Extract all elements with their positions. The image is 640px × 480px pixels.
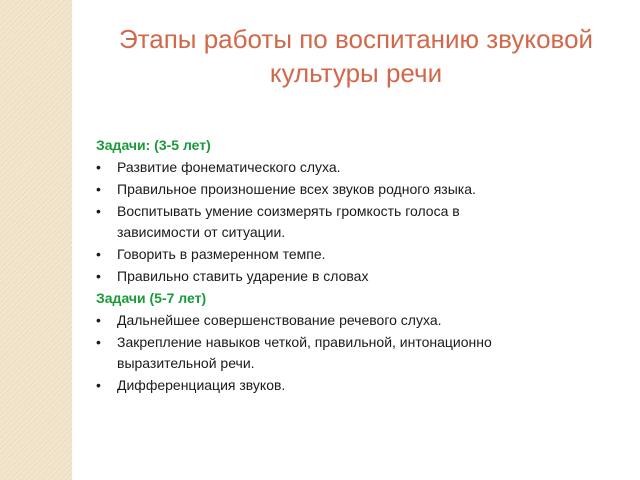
task-list-5-7: [96, 310, 526, 396]
list-item-text: Развитие фонематического слуха.: [117, 159, 341, 175]
list-item-text: Правильно ставить ударение в словах: [117, 268, 369, 284]
bullet-icon: •: [96, 159, 101, 175]
slide-title-line-1: Этапы работы по воспитанию звуковой: [118, 24, 594, 54]
list-item: [96, 266, 526, 287]
slide-content: [96, 135, 526, 397]
decorative-side-band: [0, 0, 72, 480]
slide-title-line-2: культуры речи: [269, 58, 443, 88]
bullet-icon: •: [96, 268, 101, 284]
list-item-text: Закрепление навыков четкой, правильной, интонационно выразительной речи.: [117, 334, 492, 371]
section-heading-5-7: Задачи (5-7 лет): [96, 290, 207, 306]
bullet-icon: •: [96, 312, 101, 328]
bullet-icon: •: [96, 203, 101, 219]
list-item: [96, 157, 526, 178]
list-item-text: Правильное произношение всех звуков родного языка.: [117, 181, 476, 197]
list-item: [96, 244, 526, 265]
bullet-icon: •: [96, 246, 101, 262]
list-item: [96, 179, 526, 200]
list-item: [96, 332, 526, 374]
bullet-icon: •: [96, 181, 101, 197]
list-item-text: Воспитывать умение соизмерять громкость голоса в зависимости от ситуации.: [117, 203, 460, 240]
section-heading-3-5: Задачи: (3-5 лет): [96, 137, 211, 153]
list-item-text: Дифференциация звуков.: [117, 377, 286, 393]
list-item: [96, 375, 526, 396]
list-item: [96, 310, 526, 331]
slide-title: [72, 22, 640, 90]
bullet-icon: •: [96, 334, 101, 350]
list-item-text: Дальнейшее совершенствование речевого слуха.: [117, 312, 442, 328]
bullet-icon: •: [96, 377, 101, 393]
list-item-text: Говорить в размеренном темпе.: [117, 246, 326, 262]
list-item: [96, 201, 526, 243]
task-list-3-5: [96, 157, 526, 287]
